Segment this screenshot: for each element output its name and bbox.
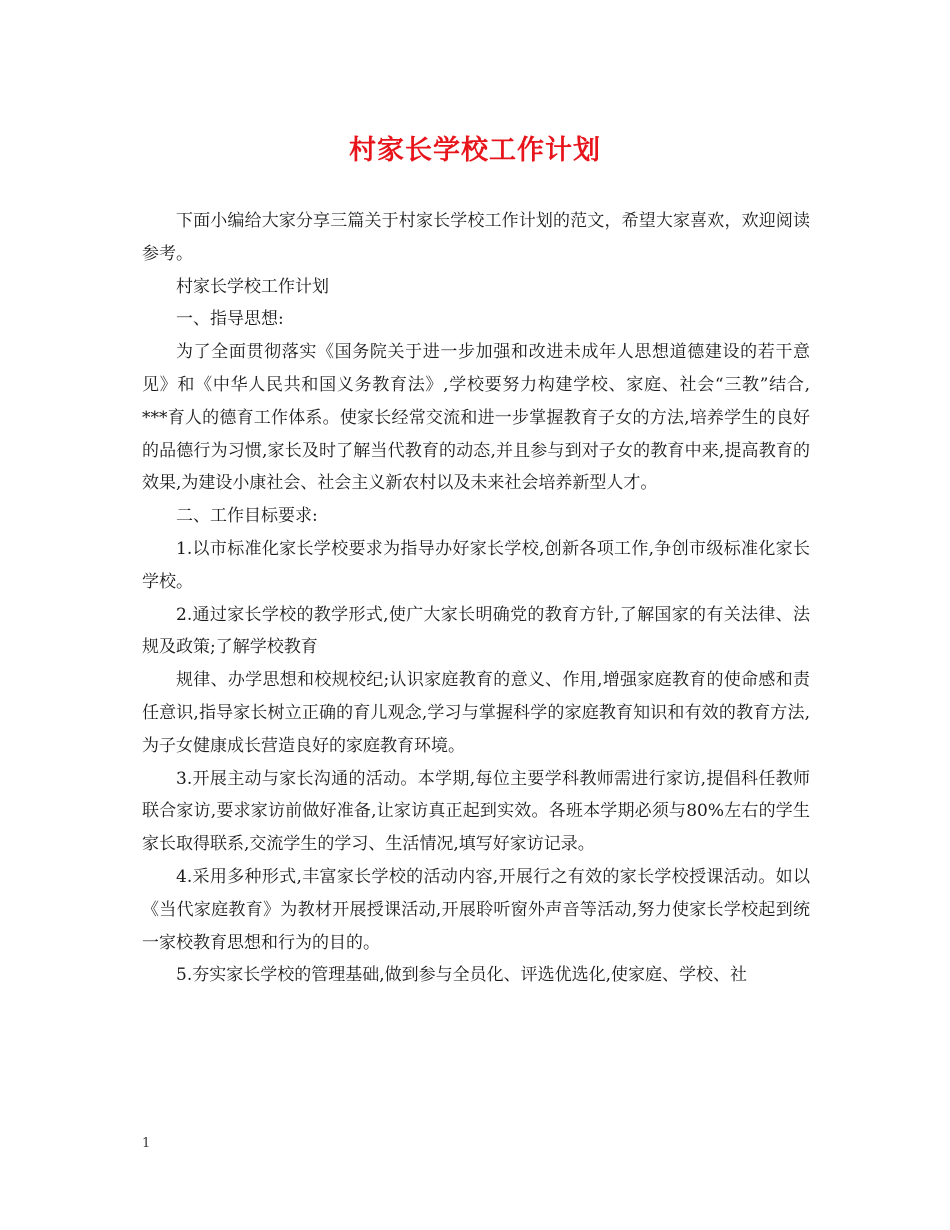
- goal-item-4: 4.采用多种形式,丰富家长学校的活动内容,开展行之有效的家长学校授课活动。如以《当代家庭教育》为教材开展授课活动,开展聆听窗外声音等活动,努力使家长学校起到统一家校教育思想和行为的目的。: [142, 866, 810, 953]
- goal-item-3: 3.开展主动与家长沟通的活动。本学期,每位主要学科教师需进行家访,提倡科任教师联合家访,要求家访前做好准备,让家访真正起到实效。各班本学期必须与80%左右的学生家长取得联系,交流学生的学习、生活情况,填写好家访记录。: [142, 768, 810, 855]
- page-number: 1: [142, 1136, 151, 1151]
- goal-item-1: 1.以市标准化家长学校要求为指导办好家长学校,创新各项工作,争创市级标准化家长学校。: [142, 538, 810, 592]
- section-heading-work-goals: 二、工作目标要求:: [176, 506, 318, 527]
- section-heading-guiding-thought: 一、指导思想:: [176, 309, 284, 330]
- document-title: 村家长学校工作计划: [349, 135, 601, 166]
- paragraph-subtitle: 村家长学校工作计划: [176, 276, 329, 297]
- goal-item-2: 2.通过家长学校的教学形式,使广大家长明确党的教育方针,了解国家的有关法律、法规及政策;了解学校教育: [142, 604, 810, 658]
- goal-item-5: 5.夯实家长学校的管理基础,做到参与全员化、评选优选化,使家庭、学校、社: [176, 965, 748, 986]
- paragraph-guiding-thought: 为了全面贯彻落实《国务院关于进一步加强和改进未成年人思想道德建设的若干意见》和《中华人民共和国义务教育法》,学校要努力构建学校、家庭、社会“三教”结合, ***育人的德育工作体系。使家长经常交流和进一步掌握教育子女的方法,培养学生的良好的品德行为习惯,家长及时了解当代教育的动态,并且参与到对子女的教育中来,提高教育的效果,为建设小康社会、社会主义新农村以及未来社会培养新型人才。: [142, 342, 810, 494]
- paragraph-intro: 下面小编给大家分享三篇关于村家长学校工作计划的范文，希望大家喜欢，欢迎阅读参考。: [142, 211, 810, 264]
- goal-item-2-continued: 规律、办学思想和校规校纪;认识家庭教育的意义、作用,增强家庭教育的使命感和责任意识,指导家长树立正确的育儿观念,学习与掌握科学的家庭教育知识和有效的教育方法,为子女健康成长营造良好的家庭教育环境。: [142, 670, 810, 756]
- document-body: [142, 205, 810, 992]
